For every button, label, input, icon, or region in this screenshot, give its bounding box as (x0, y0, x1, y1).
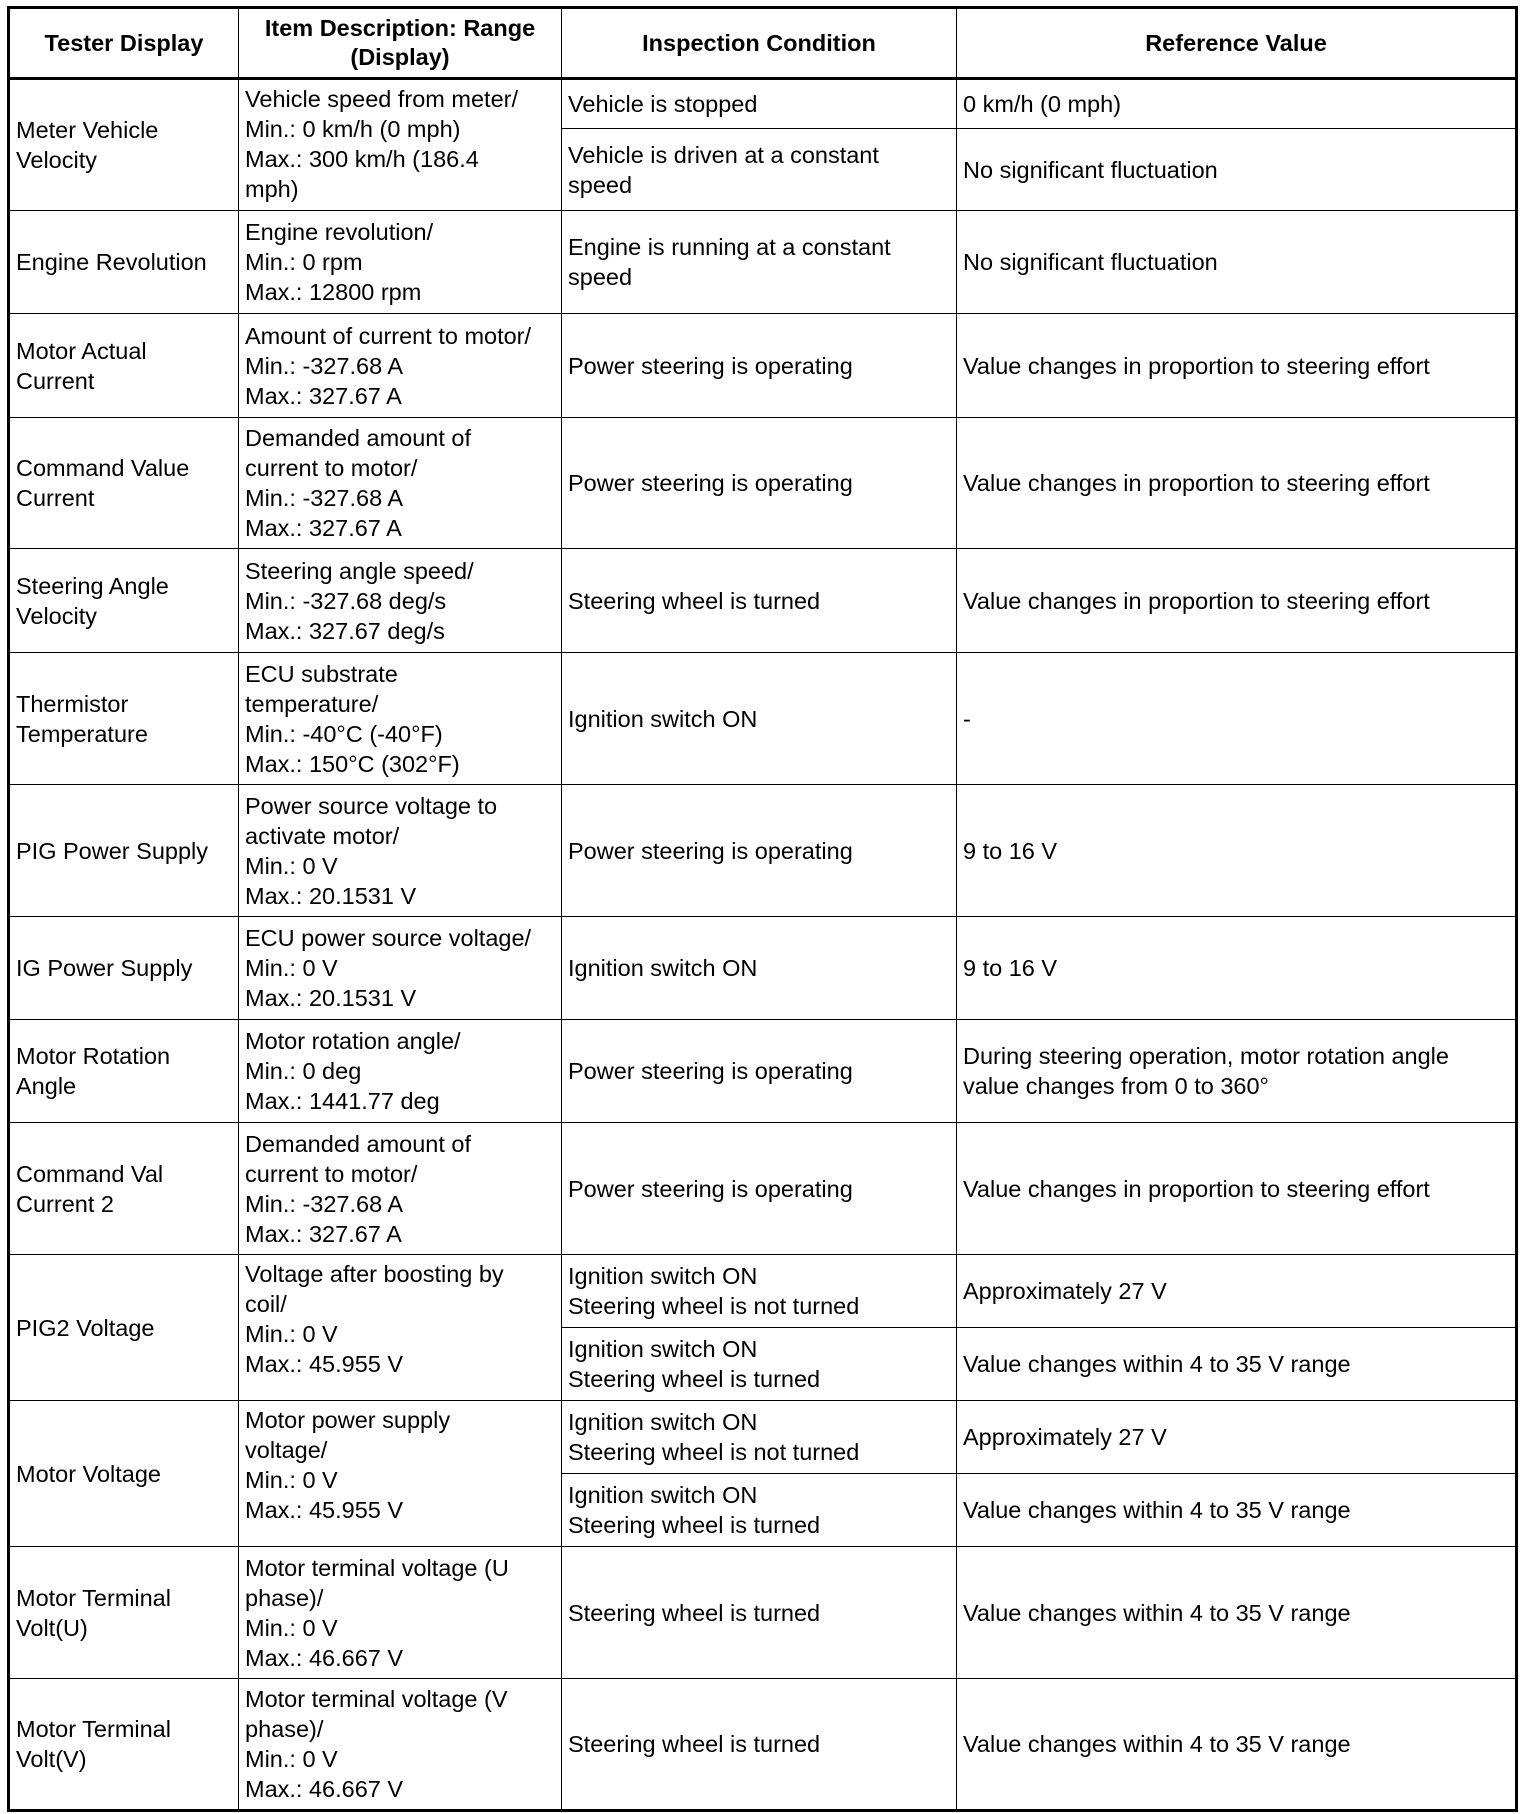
tester-display-cell: Motor Rotation Angle (9, 1020, 239, 1123)
inspection-condition-cell: Vehicle is driven at a constant speed (562, 129, 957, 211)
data-list-table (7, 6, 1518, 1812)
tester-display-cell: Command Val Current 2 (9, 1123, 239, 1255)
inspection-condition-cell: Power steering is operating (562, 1123, 957, 1255)
item-description-cell: ECU power source voltage/ Min.: 0 V Max.: 20.1531 V (239, 917, 562, 1020)
tester-display-cell: IG Power Supply (9, 917, 239, 1020)
header-inspection-condition: Inspection Condition (562, 8, 957, 79)
header-item-description: Item Description: Range (Display) (239, 8, 562, 79)
inspection-condition-cell: Ignition switch ON (562, 917, 957, 1020)
inspection-condition-cell: Ignition switch ON Steering wheel is not turned (562, 1401, 957, 1474)
item-description-cell: Steering angle speed/ Min.: -327.68 deg/s Max.: 327.67 deg/s (239, 549, 562, 653)
table-row (9, 79, 1517, 129)
table-row (9, 785, 1517, 917)
inspection-condition-cell: Power steering is operating (562, 418, 957, 549)
reference-value-cell: Value changes within 4 to 35 V range (957, 1679, 1517, 1811)
item-description-cell: Voltage after boosting by coil/ Min.: 0 V Max.: 45.955 V (239, 1255, 562, 1401)
item-description-cell: Power source voltage to activate motor/ Min.: 0 V Max.: 20.1531 V (239, 785, 562, 917)
table-row (9, 1123, 1517, 1255)
item-description-cell: ECU substrate temperature/ Min.: -40°C (-40°F) Max.: 150°C (302°F) (239, 653, 562, 785)
tester-display-cell: Motor Terminal Volt(V) (9, 1679, 239, 1811)
reference-value-cell: Value changes within 4 to 35 V range (957, 1328, 1517, 1401)
inspection-condition-cell: Steering wheel is turned (562, 549, 957, 653)
inspection-condition-cell: Power steering is operating (562, 1020, 957, 1123)
inspection-condition-cell: Ignition switch ON (562, 653, 957, 785)
reference-value-cell: 0 km/h (0 mph) (957, 79, 1517, 129)
header-row (9, 8, 1517, 79)
table-row (9, 211, 1517, 314)
item-description-cell: Motor terminal voltage (V phase)/ Min.: 0 V Max.: 46.667 V (239, 1679, 562, 1811)
item-description-cell: Motor terminal voltage (U phase)/ Min.: 0 V Max.: 46.667 V (239, 1547, 562, 1679)
reference-value-cell: 9 to 16 V (957, 917, 1517, 1020)
table-row (9, 1679, 1517, 1811)
item-description-cell: Vehicle speed from meter/ Min.: 0 km/h (0 mph) Max.: 300 km/h (186.4 mph) (239, 79, 562, 211)
inspection-condition-cell: Engine is running at a constant speed (562, 211, 957, 314)
reference-value-cell: Value changes within 4 to 35 V range (957, 1547, 1517, 1679)
inspection-condition-cell: Steering wheel is turned (562, 1547, 957, 1679)
inspection-condition-cell: Steering wheel is turned (562, 1679, 957, 1811)
tester-display-cell: Command Value Current (9, 418, 239, 549)
inspection-condition-cell: Ignition switch ON Steering wheel is not turned (562, 1255, 957, 1328)
tester-display-cell: Motor Voltage (9, 1401, 239, 1547)
inspection-condition-cell: Vehicle is stopped (562, 79, 957, 129)
reference-value-cell: Approximately 27 V (957, 1401, 1517, 1474)
reference-value-cell: Approximately 27 V (957, 1255, 1517, 1328)
reference-value-cell: During steering operation, motor rotation angle value changes from 0 to 360° (957, 1020, 1517, 1123)
header-tester-display: Tester Display (9, 8, 239, 79)
table-row (9, 1020, 1517, 1123)
table-row (9, 549, 1517, 653)
tester-display-cell: Steering Angle Velocity (9, 549, 239, 653)
item-description-cell: Demanded amount of current to motor/ Min.: -327.68 A Max.: 327.67 A (239, 418, 562, 549)
inspection-condition-cell: Ignition switch ON Steering wheel is turned (562, 1328, 957, 1401)
tester-display-cell: Thermistor Temperature (9, 653, 239, 785)
reference-value-cell: - (957, 653, 1517, 785)
tester-display-cell: Motor Terminal Volt(U) (9, 1547, 239, 1679)
tester-display-cell: Motor Actual Current (9, 314, 239, 418)
inspection-condition-cell: Power steering is operating (562, 785, 957, 917)
reference-value-cell: No significant fluctuation (957, 211, 1517, 314)
inspection-condition-cell: Power steering is operating (562, 314, 957, 418)
table-row (9, 1255, 1517, 1328)
table-row (9, 418, 1517, 549)
tester-display-cell: Meter Vehicle Velocity (9, 79, 239, 211)
reference-value-cell: Value changes in proportion to steering effort (957, 1123, 1517, 1255)
table-row (9, 1401, 1517, 1474)
table-row (9, 1547, 1517, 1679)
header-reference-value: Reference Value (957, 8, 1517, 79)
table-row (9, 653, 1517, 785)
tester-display-cell: PIG Power Supply (9, 785, 239, 917)
reference-value-cell: 9 to 16 V (957, 785, 1517, 917)
item-description-cell: Engine revolution/ Min.: 0 rpm Max.: 12800 rpm (239, 211, 562, 314)
reference-value-cell: No significant fluctuation (957, 129, 1517, 211)
item-description-cell: Motor power supply voltage/ Min.: 0 V Max.: 45.955 V (239, 1401, 562, 1547)
table-row (9, 314, 1517, 418)
reference-value-cell: Value changes in proportion to steering effort (957, 314, 1517, 418)
item-description-cell: Motor rotation angle/ Min.: 0 deg Max.: 1441.77 deg (239, 1020, 562, 1123)
item-description-cell: Amount of current to motor/ Min.: -327.68 A Max.: 327.67 A (239, 314, 562, 418)
reference-value-cell: Value changes in proportion to steering effort (957, 549, 1517, 653)
tester-display-cell: PIG2 Voltage (9, 1255, 239, 1401)
table-row (9, 917, 1517, 1020)
reference-value-cell: Value changes in proportion to steering effort (957, 418, 1517, 549)
reference-value-cell: Value changes within 4 to 35 V range (957, 1474, 1517, 1547)
tester-display-cell: Engine Revolution (9, 211, 239, 314)
inspection-condition-cell: Ignition switch ON Steering wheel is turned (562, 1474, 957, 1547)
item-description-cell: Demanded amount of current to motor/ Min.: -327.68 A Max.: 327.67 A (239, 1123, 562, 1255)
